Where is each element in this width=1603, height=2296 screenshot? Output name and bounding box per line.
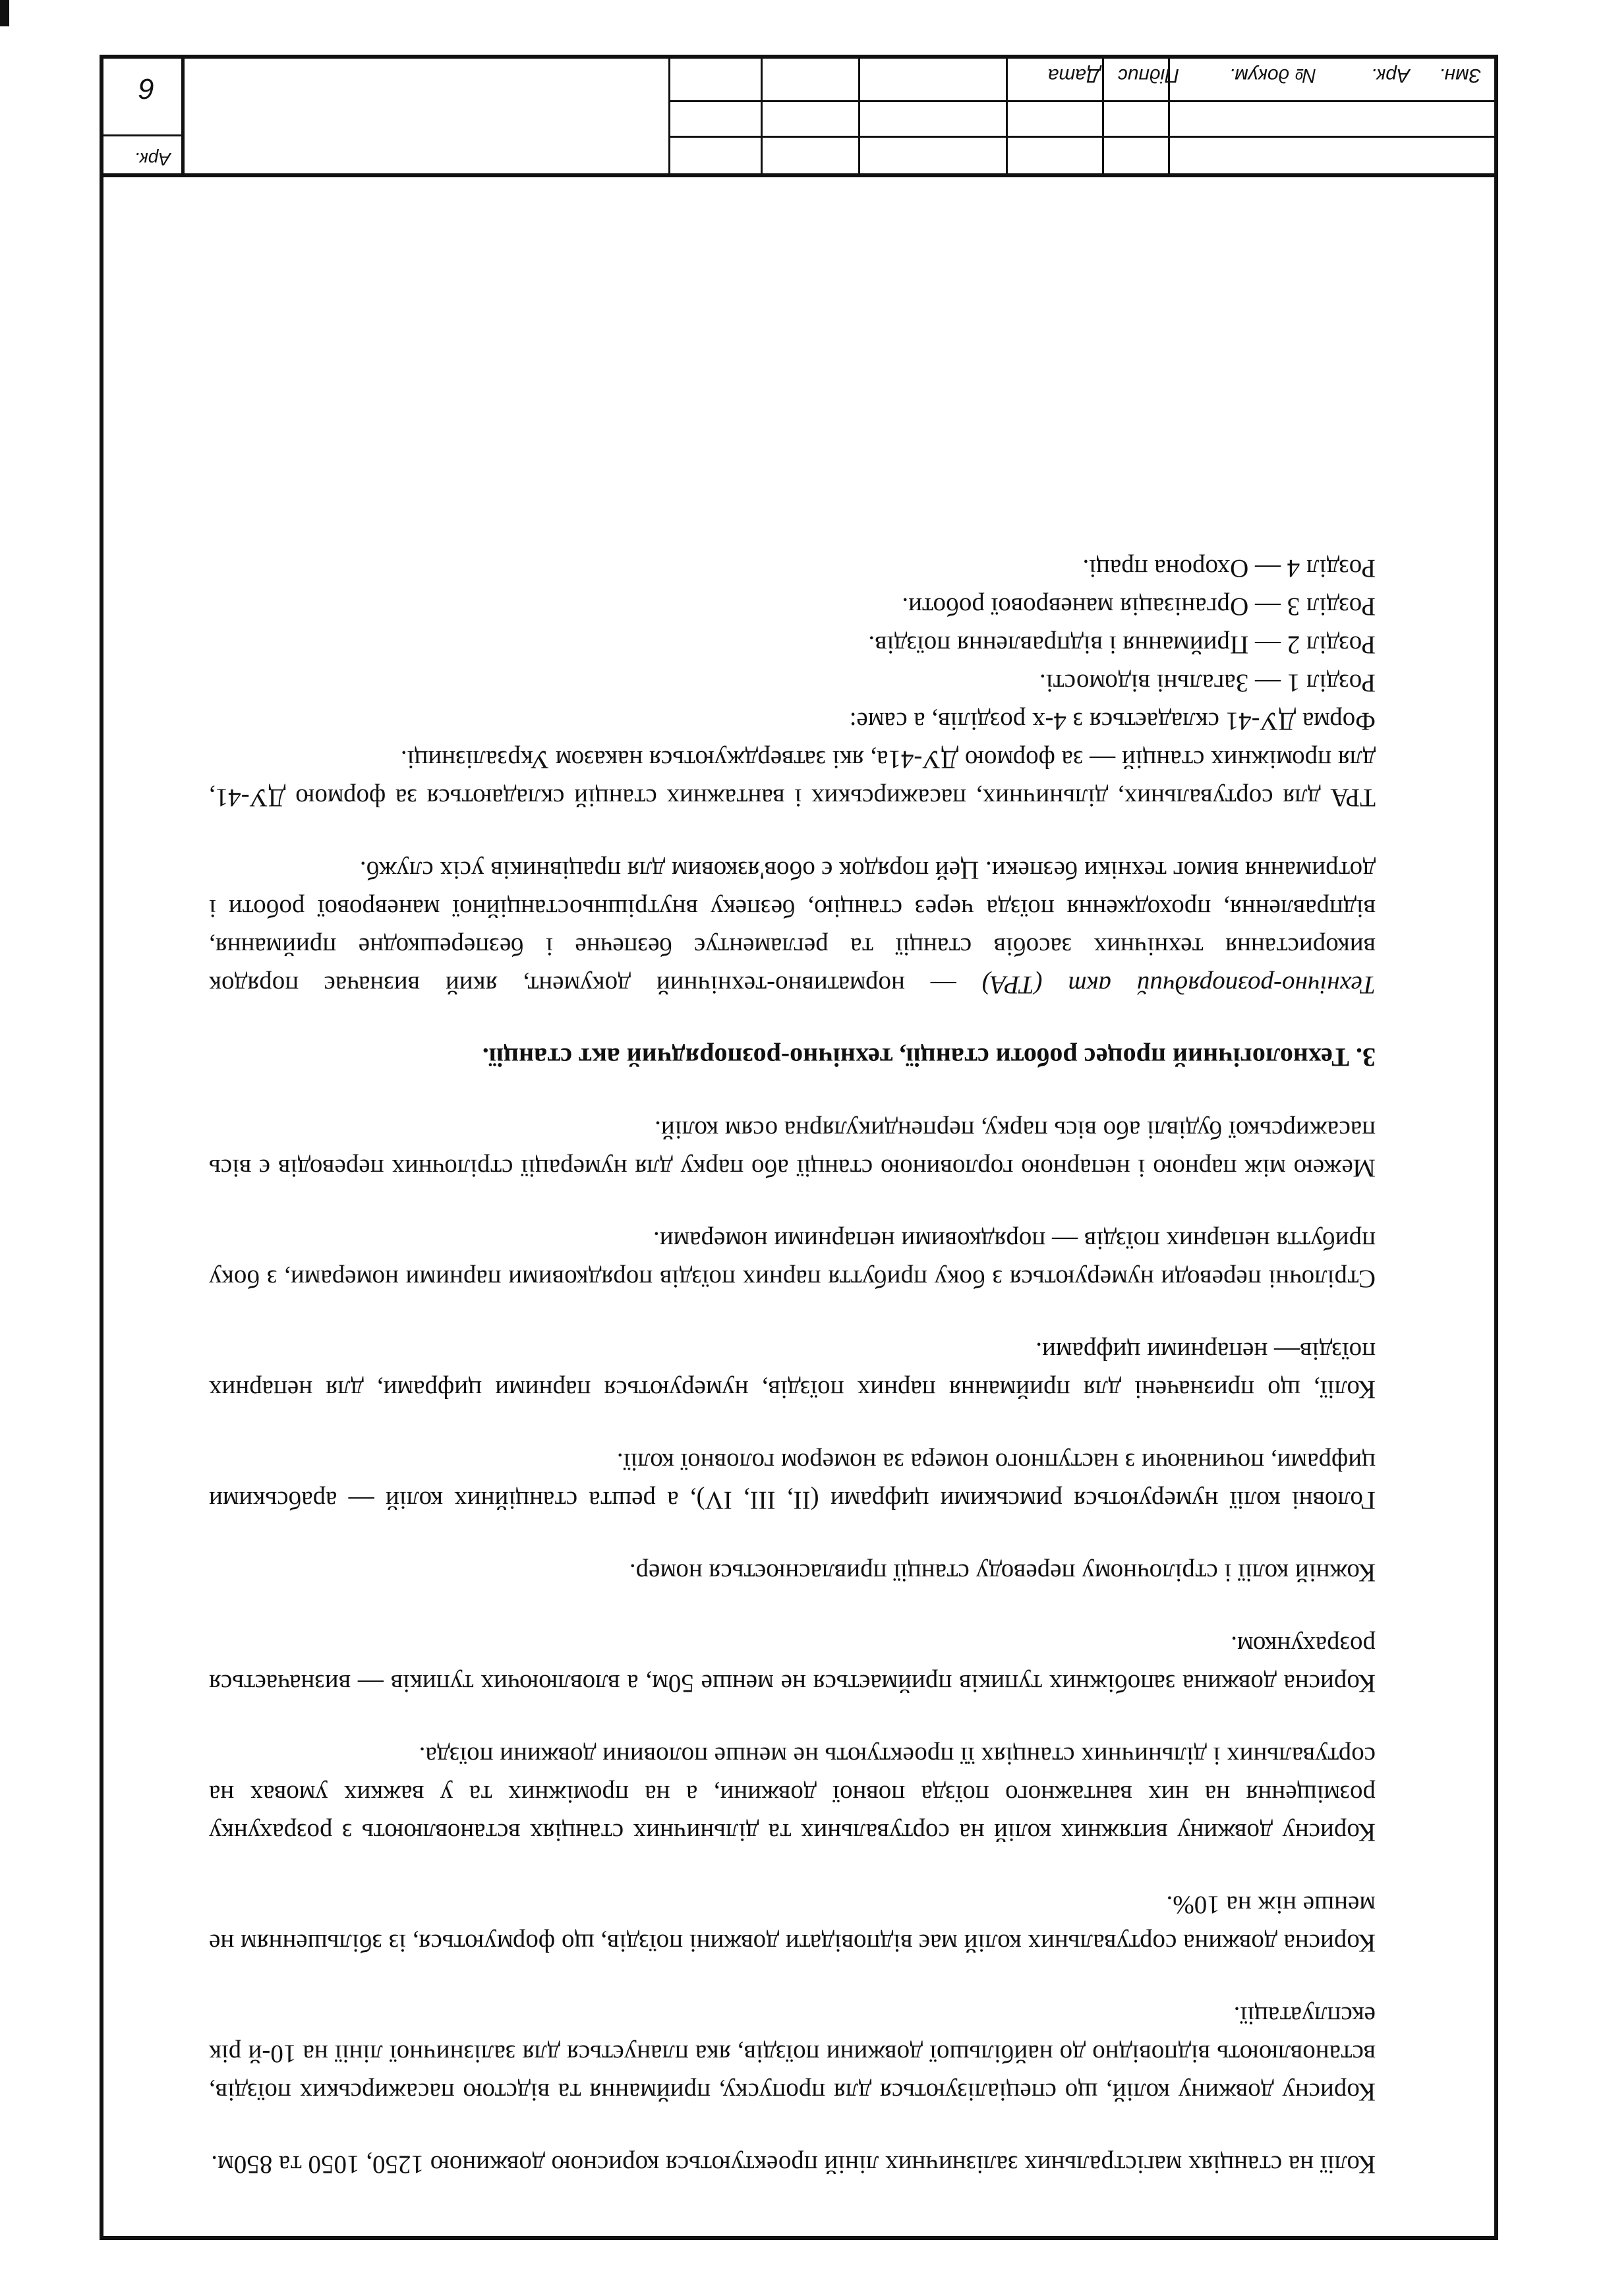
paragraph-1: Колії на станціях магістральних залізничних ліній проектуються корисною довжиною 1250, 1050 та 850м. bbox=[211, 2150, 1376, 2179]
col-label-ark: Арк. bbox=[1370, 65, 1410, 86]
tra-forms-paragraph: ТРА для сортувальних, дільничних, пасажирських і вантажних станцій складаються за формою ДУ-41, для проміжних станцій — за формою ДУ-41а, які затверджуються наказом Укрзалізниці. bbox=[209, 745, 1376, 812]
sections-list bbox=[209, 549, 1376, 702]
paragraph-4: Корисну довжину витяжних колій на сортувальних та дільничних станціях встановлюють з розрахунку розміщення на них вантажного поїзда повної довжини, а на проміжних та у важких умовах на сортувальних і дільничних станціях її проектують не менше половини довжини поїзда. bbox=[209, 1742, 1376, 1847]
paragraph-2: Корисну довжину колій, що спеціалізуються для пропуску, приймання та відстою пасажирських поїздів, встановлюють відповідно до найбільшої довжини поїздів, яка планується для залізничної лінії на 10-й рік експлуатації. bbox=[209, 2001, 1376, 2106]
paragraph-3: Корисна довжина сортувальних колій має відповідати довжині поїздів, що формуються, із збільшенням не менше ніж на 10%. bbox=[209, 1891, 1376, 1957]
drawing-frame bbox=[100, 55, 1498, 2240]
title-block-col-divider bbox=[1006, 59, 1008, 173]
title-block-row-divider bbox=[670, 136, 1494, 138]
title-block-col-divider bbox=[668, 59, 670, 173]
list-item: Розділ 2 — Приймання і відправлення поїздів. bbox=[868, 631, 1376, 659]
sheet-cell-divider bbox=[103, 134, 181, 136]
title-block-row-divider bbox=[670, 100, 1494, 102]
sheet-number-cell bbox=[103, 59, 185, 173]
title-block-col-divider bbox=[858, 59, 860, 173]
col-label-signature: Підпис bbox=[1117, 65, 1179, 86]
col-label-date: Дата bbox=[1047, 65, 1100, 86]
title-block-col-divider bbox=[1102, 59, 1104, 173]
paragraph-9: Стрілочні переводи нумеруються з боку прибуття парних поїздів порядковими парними номерами, з боку прибуття непарних поїздів — порядковими непарними номерами. bbox=[209, 1226, 1376, 1293]
list-item: Розділ 4 — Охорона праці. bbox=[1082, 554, 1376, 583]
title-block bbox=[103, 59, 1494, 177]
paragraph-10: Межею між парною і непарною горловиною станції або парку для нумерації стрілочних переводів є вісь пасажирської будівлі або вісь парку, перпендикулярна осям колій. bbox=[209, 1116, 1376, 1182]
paragraph-7: Головні колії нумеруються римськими цифрами (II, III, IV), а решта станційних колій — арабськими цифрами, починаючи з наступного номера за номером головної колії. bbox=[209, 1448, 1376, 1514]
sections-intro: Форма ДУ-41 складається з 4-х розділів, а саме: bbox=[849, 707, 1376, 735]
paragraph-6: Кожній колії і стрілочному переводу станції привласнюється номер. bbox=[629, 1559, 1376, 1587]
paragraph-5: Корисна довжина запобіжних тупиків приймається не менше 50м, а вловлюючих тупиків — визначається розрахунком. bbox=[209, 1631, 1376, 1698]
tra-term: Технічно-розпорядчий акт (ТРА) bbox=[981, 971, 1376, 999]
col-label-zmn: Змн. bbox=[1439, 65, 1481, 86]
col-label-doc-number: № докум. bbox=[1229, 65, 1316, 86]
scan-edge-mark bbox=[0, 0, 9, 26]
sheet-number: 6 bbox=[138, 72, 155, 105]
paragraph-8: Колії, що призначені для приймання парних поїздів, нумеруються парними цифрами, для непарних поїздів— непарними цифрами. bbox=[209, 1337, 1376, 1404]
tra-definition bbox=[209, 851, 1376, 1004]
tra-text: — нормативно-технічний документ, який визначає порядок використання технічних засобів станції та регламентує безпечне і безперешкодне приймання, відправлення, проходження поїзда через станцію, безпеку внутрішньостанційної маневрової роботи і дотримання вимог техніки безпеки. Цей порядок є обов'язковим для працівників усіх служб. bbox=[208, 856, 1376, 999]
list-item: Розділ 3 — Організація маневрової роботи. bbox=[902, 592, 1376, 621]
title-block-col-divider bbox=[761, 59, 763, 173]
list-item: Розділ 1 — Загальні відомості. bbox=[1039, 669, 1376, 697]
sheet-label: Арк. bbox=[134, 149, 171, 169]
section-heading: 3. Технологічний процес роботи станції, технічно-розпорядчий акт станції. bbox=[482, 1043, 1376, 1072]
page-content bbox=[209, 549, 1376, 2183]
